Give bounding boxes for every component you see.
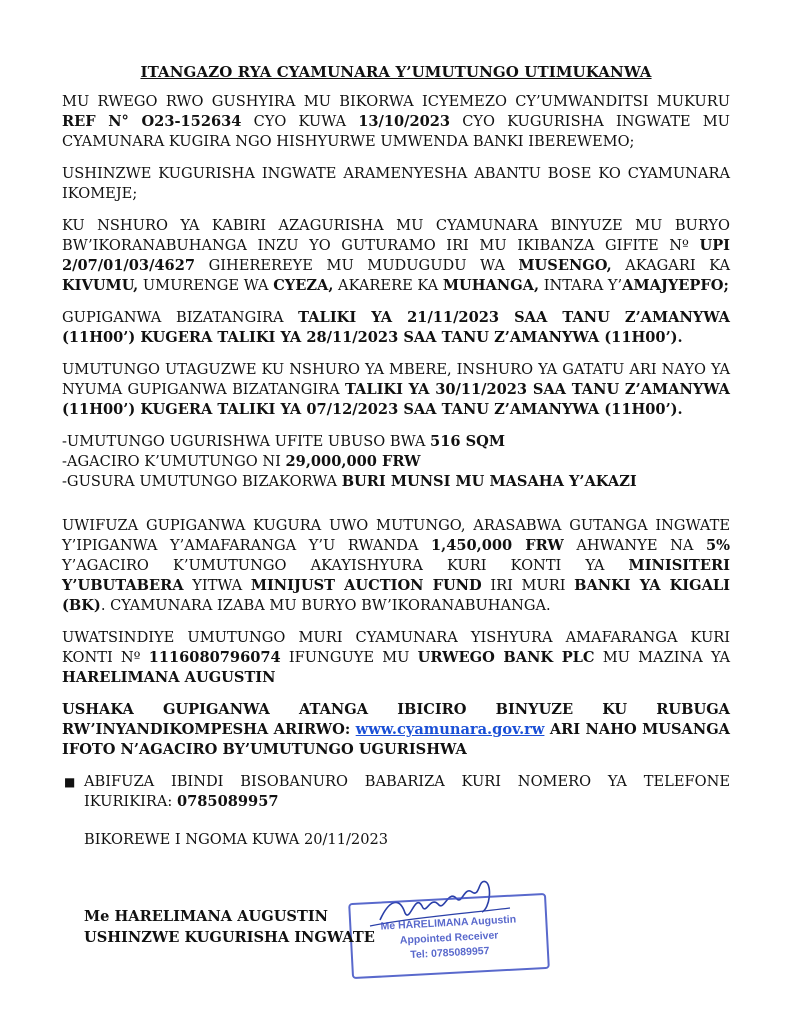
deposit-amount: 1,450,000 FRW [430, 537, 564, 554]
signatory-name: Me HARELIMANA AUGUSTIN [84, 908, 328, 925]
payment-bank: URWEGO BANK PLC [417, 649, 595, 666]
stamp-phone: Tel: 0785089957 [410, 944, 490, 962]
paragraph-property-location: KU NSHURO YA KABIRI AZAGURISHA MU CYAMUNARA BINYUZE MU BURYO BW’IKORANABUHANGA INZU YO GUTURAMO IRI MU IKIBANZA GIFITE Nº UPI 2/07/01/03/4627 GIHEREREYE MU MUDUGUDU WA MUSENGO, AKAGARI KA KIVUMU, UMURENGE WA CYEZA, AKARERE KA MUHANGA, INTARA Y’AMAJYEPFO; [62, 217, 730, 294]
deposit-percent: 5% [705, 537, 730, 554]
notice-page [62, 62, 730, 850]
property-value: 29,000,000 FRW [285, 453, 421, 470]
paragraph-reference: MU RWEGO RWO GUSHYIRA MU BIKORWA ICYEMEZO CY’UMWANDITSI MUKURU REF N° O23-152634 CYO KUWA 13/10/2023 CYO KUGURISHA INGWATE MU CYAMUNARA KUGIRA NGO HISHYURWE UMWENDA BANKI IBEREWEMO; [62, 93, 730, 150]
auction-website-link[interactable]: www.cyamunara.gov.rw [355, 721, 545, 738]
village-name: MUSENGO, [518, 257, 612, 274]
detail-size: -UMUTUNGO UGURISHWA UFITE UBUSO BWA 516 SQM [62, 433, 505, 450]
province-name: AMAJYEPFO; [622, 277, 729, 294]
spacer [62, 492, 730, 516]
paragraph-bidding-period-1: GUPIGANWA BIZATANGIRA TALIKI YA 21/11/2023 SAA TANU Z’AMANYWA (11H00’) KUGERA TALIKI YA 28/11/2023 SAA TANU Z’AMANYWA (11H00’). [62, 309, 730, 346]
bidding-dates-2: TALIKI YA 30/11/2023 SAA TANU Z’AMANYWA (11H00’) KUGERA TALIKI YA 07/12/2023 SAA TANU Z’AMANYWA (11H00’). [62, 381, 730, 418]
receiver-stamp [348, 893, 550, 979]
reference-number: REF N° O23-152634 [62, 113, 242, 130]
account-holder: HARELIMANA AUGUSTIN [62, 669, 276, 686]
detail-visit: -GUSURA UMUTUNGO BIZAKORWA BURI MUNSI MU MASAHA Y’AKAZI [62, 473, 637, 490]
account-number: 1116080796074 [148, 649, 281, 666]
signatory-role: USHINZWE KUGURISHA INGWATE [84, 929, 375, 946]
paragraph-bidding-period-2: UMUTUNGO UTAGUZWE KU NSHURO YA MBERE, INSHURO YA GATATU ARI NAYO YA NYUMA GUPIGANWA BIZATANGIRA TALIKI YA 30/11/2023 SAA TANU Z’AMANYWA (11H00’) KUGERA TALIKI YA 07/12/2023 SAA TANU Z’AMANYWA (11H00’). [62, 361, 730, 418]
decision-date: 13/10/2023 [358, 113, 451, 130]
property-size: 516 SQM [430, 433, 505, 450]
detail-value: -AGACIRO K’UMUTUNGO NI 29,000,000 FRW [62, 453, 421, 470]
signature-block [84, 906, 375, 948]
signing-date: BIKOREWE I NGOMA KUWA 20/11/2023 [84, 831, 389, 848]
contact-phone: 0785089957 [176, 793, 279, 810]
contact-bullet: ■ ABIFUZA IBINDI BISOBANURO BABARIZA KURI NOMERO YA TELEFONE IKURIKIRA: 0785089957 [64, 773, 730, 810]
paragraph-website: USHAKA GUPIGANWA ATANGA IBICIRO BINYUZE KU RUBUGA RW’INYANDIKOMPESHA ARIRWO: www.cyamunara.gov.rw ARI NAHO MUSANGA IFOTO N’AGACIRO BY’UMUTUNGO UGURISHWA [62, 701, 730, 758]
sector-name: CYEZA, [273, 277, 334, 294]
visit-schedule: BURI MUNSI MU MASAHA Y’AKAZI [341, 473, 637, 490]
paragraph-deposit: UWIFUZA GUPIGANWA KUGURA UWO MUTUNGO, ARASABWA GUTANGA INGWATE Y’IPIGANWA Y’AMAFARANGA Y’U RWANDA 1,450,000 FRW AHWANYE NA 5% Y’AGACIRO K’UMUTUNGO AKAYISHYURA KURI KONTI YA MINISITERI Y’UBUTABERA YITWA MINIJUST AUCTION FUND IRI MURI BANKI YA KIGALI (BK). CYAMUNARA IZABA MU BURYO BW’IKORANABUHANGA. [62, 517, 730, 614]
cell-name: KIVUMU, [62, 277, 139, 294]
ministry-name: MINISITERI Y’UBUTABERA [62, 557, 730, 594]
stamp-name: Me HARELIMANA Augustin [380, 913, 517, 933]
paragraph-announcement: USHINZWE KUGURISHA INGWATE ARAMENYESHA ABANTU BOSE KO CYAMUNARA IKOMEJE; [62, 165, 730, 202]
fund-name: MINIJUST AUCTION FUND [250, 577, 482, 594]
bank-name: BANKI YA KIGALI (BK) [62, 577, 730, 614]
plot-upi: UPI 2/07/01/03/4627 [62, 237, 730, 274]
square-bullet-icon: ■ [64, 775, 76, 789]
bidding-dates-1: TALIKI YA 21/11/2023 SAA TANU Z’AMANYWA (11H00’) KUGERA TALIKI YA 28/11/2023 SAA TANU Z’AMANYWA (11H00’). [62, 309, 730, 346]
notice-title: ITANGAZO RYA CYAMUNARA Y’UMUTUNGO UTIMUKANWA [140, 63, 652, 81]
stamp-title: Appointed Receiver [399, 929, 499, 947]
paragraph-payment: UWATSINDIYE UMUTUNGO MURI CYAMUNARA YISHYURA AMAFARANGA KURI KONTI Nº 1116080796074 IFUNGUYE MU URWEGO BANK PLC MU MAZINA YA HARELIMANA AUGUSTIN [62, 629, 730, 686]
district-name: MUHANGA, [442, 277, 540, 294]
